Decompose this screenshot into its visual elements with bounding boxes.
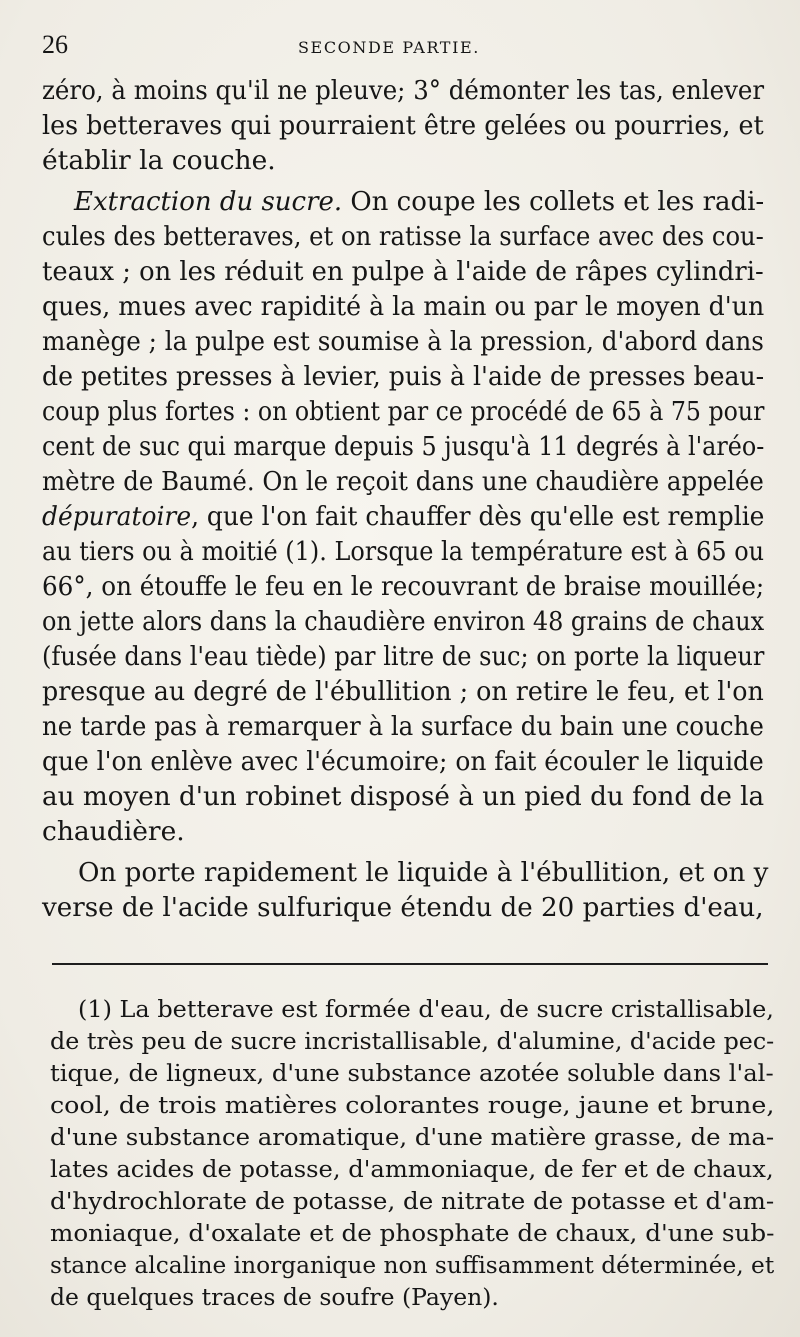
text-line: (fusée dans l'eau tiède) par litre de suc; on porte la liqueur bbox=[42, 641, 765, 672]
section-heading: Extraction du sucre. bbox=[74, 186, 343, 217]
text-line: établir la couche. bbox=[42, 145, 276, 176]
text-line: verse de l'acide sulfurique étendu de 20 parties d'eau, bbox=[42, 892, 764, 923]
text-line: de petites presses à levier, puis à l'aide de presses beau- bbox=[42, 361, 765, 392]
page-number: 26 bbox=[42, 30, 68, 59]
footnote-line: (1) La betterave est formée d'eau, de sucre cristallisable, bbox=[78, 995, 774, 1023]
text-line: On porte rapidement le liquide à l'ébullition, et on y bbox=[78, 857, 769, 888]
footnote-line: stance alcaline inorganique non suffisamment déterminée, et bbox=[50, 1251, 775, 1279]
text-line: chaudière. bbox=[42, 816, 185, 847]
text-line: mètre de Baumé. On le reçoit dans une chaudière appelée bbox=[42, 466, 764, 497]
footnote-line: d'hydrochlorate de potasse, de nitrate de potasse et d'am- bbox=[50, 1187, 775, 1215]
footnote-line: de quelques traces de soufre (Payen). bbox=[50, 1283, 499, 1311]
text-line: que l'on enlève avec l'écumoire; on fait écouler le liquide bbox=[42, 746, 764, 777]
text-line: au tiers ou à moitié (1). Lorsque la température est à 65 ou bbox=[42, 536, 765, 567]
italic-term: dépuratoire bbox=[42, 501, 192, 532]
text-span: , que l'on fait chauffer dès qu'elle est remplie bbox=[191, 501, 765, 532]
text-line: cules des betteraves, et on ratisse la surface avec des cou- bbox=[42, 221, 764, 252]
text-line: ne tarde pas à remarquer à la surface du bain une couche bbox=[42, 711, 764, 742]
text-line: les betteraves qui pourraient être gelées ou pourries, et bbox=[42, 110, 764, 141]
text-line: manège ; la pulpe est soumise à la pression, d'abord dans bbox=[42, 326, 764, 357]
text-line: on jette alors dans la chaudière environ 48 grains de chaux bbox=[42, 606, 765, 637]
text-line: ques, mues avec rapidité à la main ou par le moyen d'un bbox=[42, 291, 765, 322]
footnote-line: de très peu de sucre incristallisable, d'alumine, d'acide pec- bbox=[50, 1027, 775, 1055]
text-line: cent de suc qui marque depuis 5 jusqu'à 11 degrés à l'aréo- bbox=[42, 431, 765, 462]
text-line: coup plus fortes : on obtient par ce procédé de 65 à 75 pour bbox=[42, 396, 765, 427]
footnote-line: cool, de trois matières colorantes rouge, jaune et brune, bbox=[50, 1091, 775, 1119]
footnote-line: d'une substance aromatique, d'une matière grasse, de ma- bbox=[50, 1123, 775, 1151]
footnote-line: lates acides de potasse, d'ammoniaque, de fer et de chaux, bbox=[50, 1155, 774, 1183]
text-line: 66°, on étouffe le feu en le recouvrant de braise mouillée; bbox=[42, 571, 765, 602]
text-span: On coupe les collets et les radi- bbox=[342, 186, 765, 217]
footnote-line: tique, de ligneux, d'une substance azotée soluble dans l'al- bbox=[50, 1059, 774, 1087]
footnote-line: moniaque, d'oxalate et de phosphate de chaux, d'une sub- bbox=[50, 1219, 775, 1247]
text-line: au moyen d'un robinet disposé à un pied du fond de la bbox=[42, 781, 765, 812]
text-line bbox=[42, 501, 765, 532]
text-line: presque au degré de l'ébullition ; on retire le feu, et l'on bbox=[42, 676, 764, 707]
footnote-divider bbox=[52, 963, 768, 965]
text-line bbox=[74, 186, 765, 217]
text-line: teaux ; on les réduit en pulpe à l'aide de râpes cylindri- bbox=[42, 256, 764, 287]
text-line: zéro, à moins qu'il ne pleuve; 3° démonter les tas, enlever bbox=[42, 75, 765, 106]
running-title: SECONDE PARTIE. bbox=[298, 38, 480, 57]
